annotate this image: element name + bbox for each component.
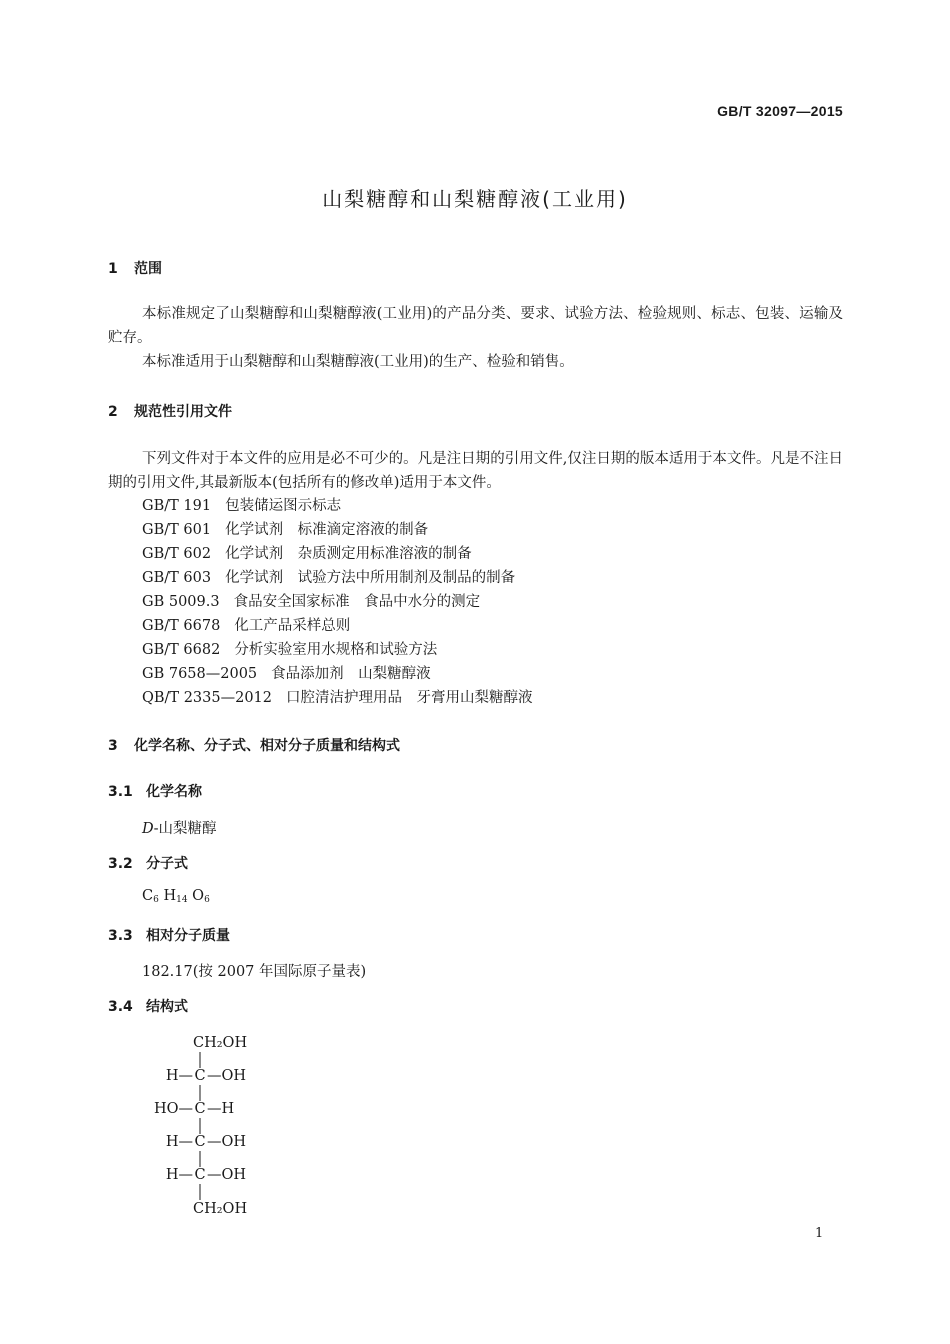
page-number: 1 bbox=[815, 1226, 824, 1241]
structure-row-right: —OH bbox=[207, 1068, 247, 1084]
reference-item: GB/T 6678 化工产品采样总则 bbox=[142, 618, 351, 634]
structural-formula-drawing bbox=[140, 1028, 300, 1228]
structure-row-carbon: C bbox=[194, 1167, 206, 1183]
structure-row-carbon: C bbox=[194, 1134, 206, 1150]
structure-bottom-group: CH₂OH bbox=[193, 1201, 248, 1217]
section-title: 规范性引用文件 bbox=[134, 404, 232, 420]
standard-code: GB/T 32097—2015 bbox=[717, 103, 843, 119]
subsection-3-2-heading: 3.2 分子式 bbox=[108, 856, 188, 872]
structural-formula bbox=[140, 1028, 300, 1228]
section-2-intro: 下列文件对于本文件的应用是必不可少的。凡是注日期的引用文件,仅注日期的版本适用于本文件。凡是不注日期的引用文件,其最新版本(包括所有的修改单)适用于本文件。 bbox=[108, 451, 843, 491]
section-title: 化学名称、分子式、相对分子质量和结构式 bbox=[134, 738, 400, 754]
section-2-heading bbox=[108, 401, 232, 421]
structure-row-right: —H bbox=[207, 1101, 235, 1117]
reference-item: GB/T 6682 分析实验室用水规格和试验方法 bbox=[142, 642, 438, 658]
molecular-formula: $C_6$ $H_{14}$ $O_6$ bbox=[142, 888, 210, 905]
reference-item: GB/T 601 化学试剂 标准滴定溶液的制备 bbox=[142, 522, 429, 538]
reference-item: GB/T 603 化学试剂 试验方法中所用制剂及制品的制备 bbox=[142, 570, 516, 586]
section-title: 范围 bbox=[134, 261, 162, 277]
structure-row-left: HO— bbox=[153, 1101, 193, 1117]
reference-item: GB 7658—2005 食品添加剂 山梨糖醇液 bbox=[142, 666, 431, 682]
section-number: 1 bbox=[108, 261, 118, 277]
structure-row-left: H— bbox=[165, 1068, 193, 1084]
section-1-paragraph-1: 本标准规定了山梨糖醇和山梨糖醇液(工业用)的产品分类、要求、试验方法、检验规则、标志、包装、运输及贮存。 bbox=[108, 306, 843, 346]
structure-top-group: CH₂OH bbox=[193, 1035, 248, 1051]
section-1-heading bbox=[108, 258, 162, 278]
structure-row-carbon: C bbox=[194, 1068, 206, 1084]
structure-row-left: H— bbox=[165, 1134, 193, 1150]
structure-row-right: —OH bbox=[207, 1134, 247, 1150]
reference-item: GB/T 191 包装储运图示标志 bbox=[142, 498, 342, 514]
reference-item: QB/T 2335—2012 口腔清洁护理用品 牙膏用山梨糖醇液 bbox=[142, 690, 533, 706]
section-number: 3 bbox=[108, 738, 118, 754]
section-3-heading bbox=[108, 735, 400, 755]
reference-item: GB 5009.3 食品安全国家标准 食品中水分的测定 bbox=[142, 594, 481, 610]
section-number: 2 bbox=[108, 404, 118, 420]
section-1-paragraph-2: 本标准适用于山梨糖醇和山梨糖醇液(工业用)的生产、检验和销售。 bbox=[142, 354, 574, 370]
document-title: 山梨糖醇和山梨糖醇液(工业用) bbox=[322, 187, 628, 211]
structure-row-carbon: C bbox=[194, 1101, 206, 1117]
subsection-3-3-heading: 3.3 相对分子质量 bbox=[108, 928, 230, 944]
subsection-3-4-heading: 3.4 结构式 bbox=[108, 999, 188, 1015]
structure-row-left: H— bbox=[165, 1167, 193, 1183]
chemical-name: D-山梨糖醇 bbox=[142, 821, 217, 837]
molecular-mass: 182.17(按 2007 年国际原子量表) bbox=[142, 964, 367, 980]
structure-row-right: —OH bbox=[207, 1167, 247, 1183]
reference-item: GB/T 602 化学试剂 杂质测定用标准溶液的制备 bbox=[142, 546, 472, 562]
subsection-3-1-heading: 3.1 化学名称 bbox=[108, 784, 202, 800]
reference-list bbox=[142, 494, 533, 710]
